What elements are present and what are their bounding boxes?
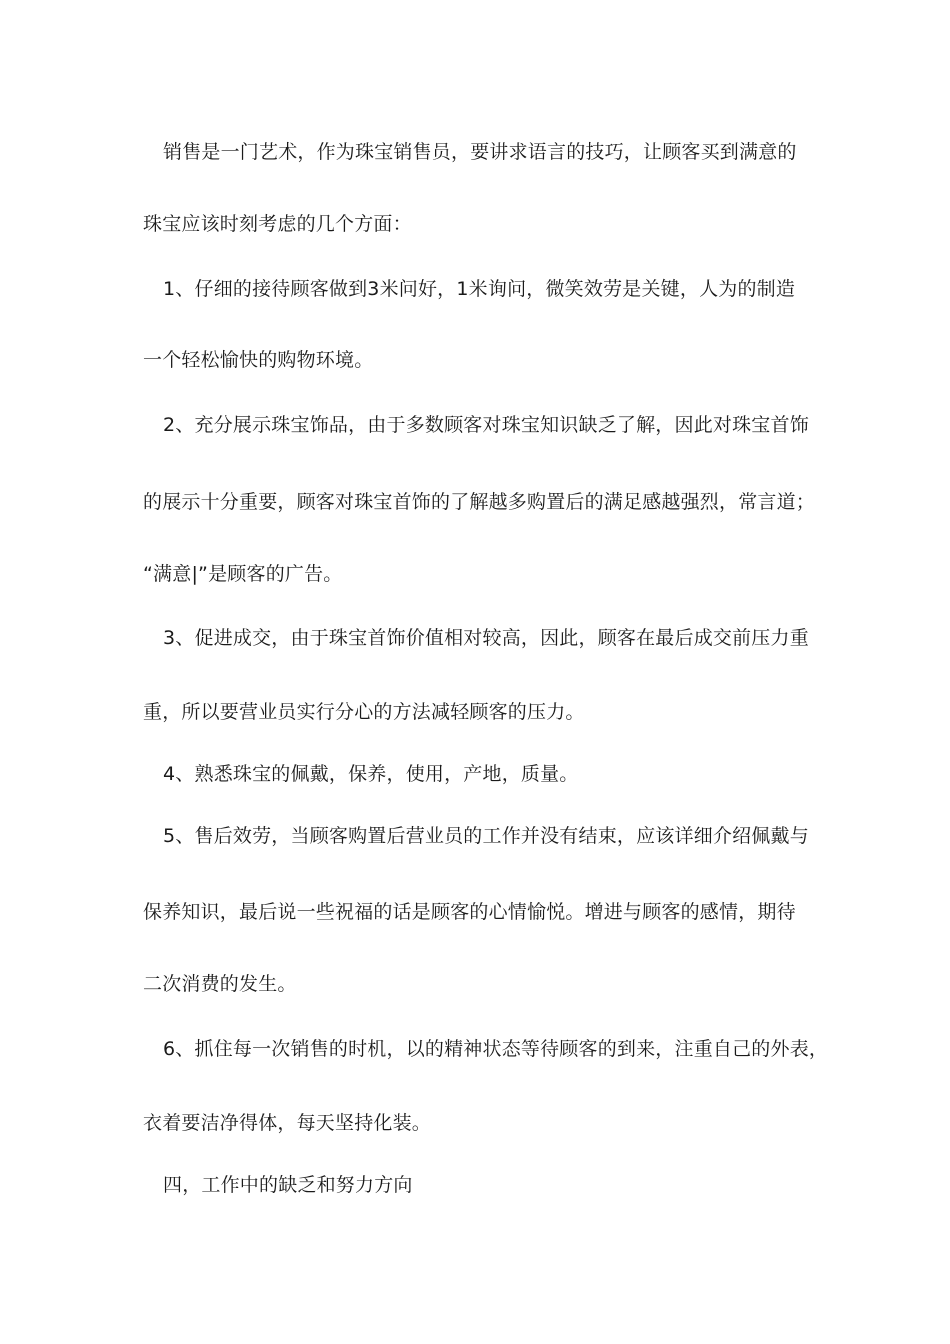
paragraph-intro-line-1: 销售是一门艺术，作为珠宝销售员，要讲求语言的技巧，让顾客买到满意的	[163, 141, 797, 163]
paragraph-intro-line-2: 珠宝应该时刻考虑的几个方面：	[143, 213, 412, 235]
item-3-line-2: 重，所以要营业员实行分心的方法减轻顾客的压力。	[143, 701, 585, 723]
item-5-line-1: 5、售后效劳，当顾客购置后营业员的工作并没有结束，应该详细介绍佩戴与	[163, 825, 809, 847]
item-3-line-1: 3、促进成交，由于珠宝首饰价值相对较高，因此，顾客在最后成交前压力重	[163, 627, 809, 649]
item-5-line-3: 二次消费的发生。	[143, 973, 297, 995]
item-2-line-1: 2、充分展示珠宝饰品，由于多数顾客对珠宝知识缺乏了解，因此对珠宝首饰	[163, 414, 809, 436]
item-2-line-2: 的展示十分重要，顾客对珠宝首饰的了解越多购置后的满足感越强烈，常言道；	[143, 491, 816, 513]
item-2-line-3: “满意|”是顾客的广告。	[143, 563, 343, 585]
section-heading: 四，工作中的缺乏和努力方向	[163, 1174, 413, 1196]
item-6-line-1: 6、抓住每一次销售的时机，以的精神状态等待顾客的到来，注重自己的外表，	[163, 1038, 829, 1060]
item-6-line-2: 衣着要洁净得体，每天坚持化装。	[143, 1112, 432, 1134]
item-4-line-1: 4、熟悉珠宝的佩戴，保养，使用，产地，质量。	[163, 763, 579, 785]
item-1-line-2: 一个轻松愉快的购物环境。	[143, 349, 374, 371]
item-5-line-2: 保养知识，最后说一些祝福的话是顾客的心情愉悦。增进与顾客的感情，期待	[143, 901, 796, 923]
item-1-line-1: 1、仔细的接待顾客做到3米问好，1米询问，微笑效劳是关键，人为的制造	[163, 278, 796, 300]
